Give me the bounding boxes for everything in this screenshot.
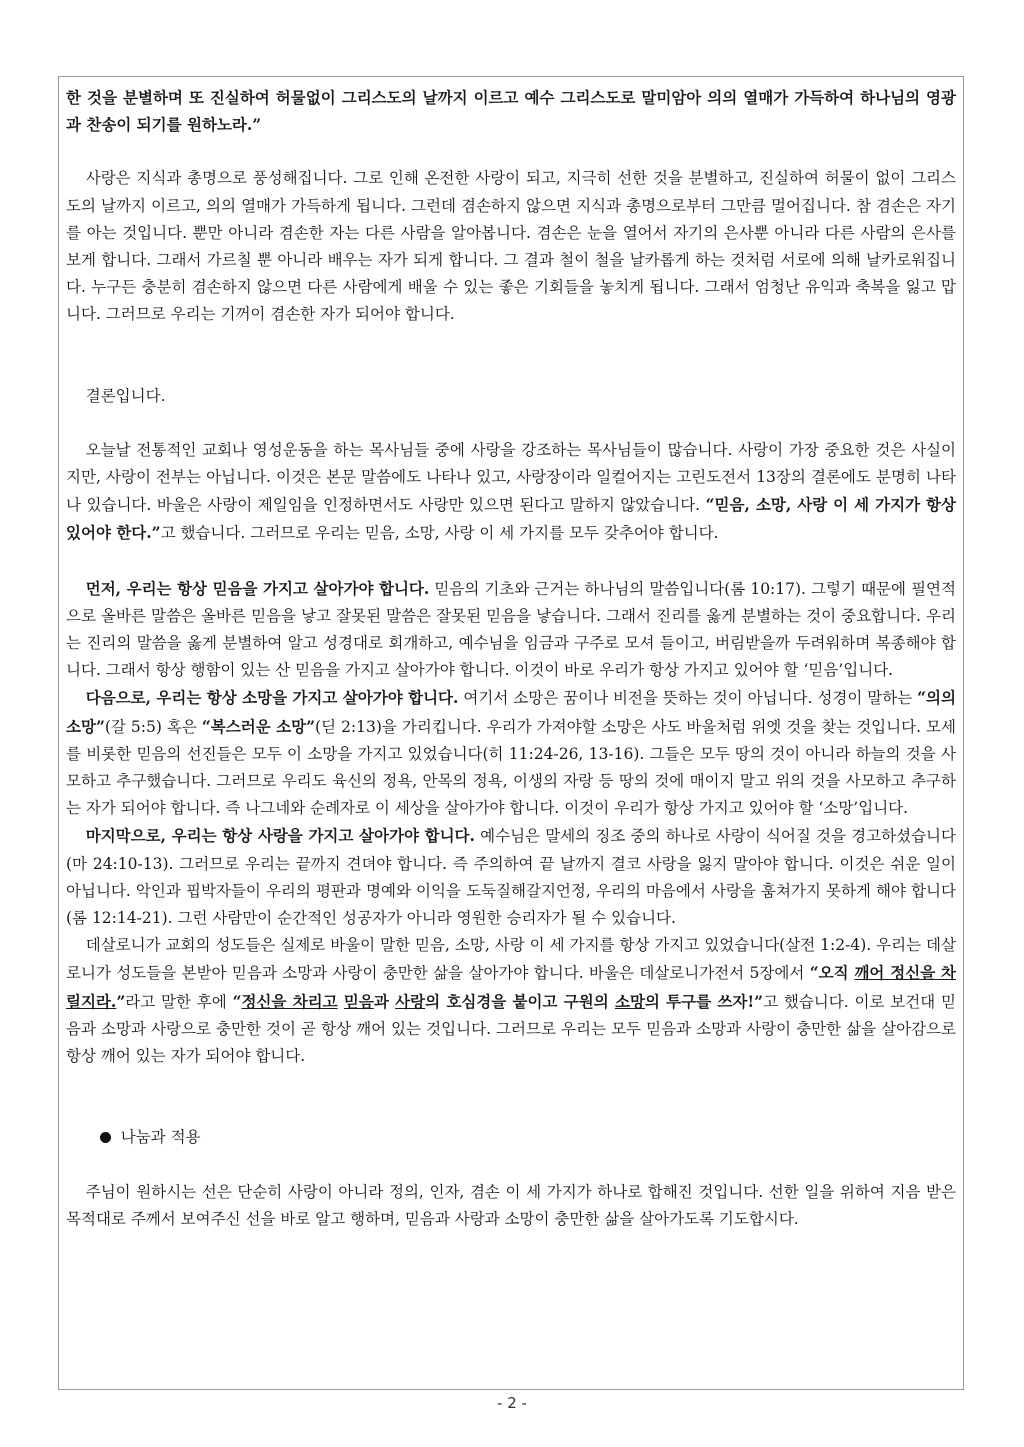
love-paragraph xyxy=(66,822,956,932)
bold-quote: “의의 소망” xyxy=(66,688,956,736)
page-number: - 2 - xyxy=(497,1394,527,1412)
text-run: 오늘날 전통적인 교회나 영성운동을 하는 목사님들 중에 사랑을 강조하는 목사님들이 많습니다. 사랑이 가장 중요한 것은 사실이지만, 사랑이 전부는 아닙니다. 이것은 본문 말씀에도 나타나 있고, 사랑장이라 일컬어지는 고린도전서 13장의 결론에도 분명히 나타나 있습니다. 바울은 사랑이 제일임을 인정하면서도 사랑만 있으면 된다고 말하지 않았습니다. xyxy=(66,440,956,515)
text-run: 라고 말한 후에 xyxy=(125,992,233,1011)
bold-text: “ xyxy=(232,991,242,1011)
spacer xyxy=(66,1152,956,1179)
faith-lead-sentence: 먼저, 우리는 항상 믿음을 가지고 살아가야 합니다. xyxy=(85,578,430,598)
bold-quote: “복스러운 소망” xyxy=(201,716,316,736)
bold-text: ” xyxy=(116,991,126,1011)
hope-paragraph xyxy=(66,684,956,822)
intro-quote-text: 한 것을 분별하며 또 진실하여 허물없이 그리스도의 날까지 이르고 예수 그리스도로 말미암아 의의 열매가 가득하여 하나님의 영광과 찬송이 되기를 원하노라.” xyxy=(66,88,956,135)
underlined-bold-text: 소망 xyxy=(614,991,645,1011)
spacer xyxy=(66,410,956,437)
underlined-bold-text: 깨어 정신을 차릴지라. xyxy=(66,963,956,1011)
bold-text: 의 투구를 쓰자!” xyxy=(644,991,764,1011)
spacer xyxy=(66,138,956,165)
thessalonians-paragraph xyxy=(66,932,956,1070)
faith-paragraph xyxy=(66,575,956,685)
text-run: 믿음의 기초와 근거는 하나님의 말씀입니다(롬 10:17). 그렇기 때문에 필연적으로 올바른 말씀은 올바른 믿음을 낳고 잘못된 말씀은 잘못된 믿음을 낳습니다. 그래서 진리를 옳게 분별하는 것이 중요합니다. 우리는 진리의 말씀을 옳게 분별하여 알고 성경대로 회개하고, 예수님을 임금과 구주로 모셔 들이고, 버림받을까 두려워하며 복종해야 합니다. 그래서 항상 행함이 있는 산 믿음을 가지고 살아가야 합니다. 이것이 바로 우리가 항상 가지고 있어야 할 ‘믿음’입니다. xyxy=(66,579,956,680)
spacer xyxy=(66,1070,956,1124)
bold-text: “오직 xyxy=(809,963,855,983)
conclusion-paragraph xyxy=(66,437,956,548)
underlined-bold-text: 사랑 xyxy=(395,991,426,1011)
conclusion-heading: 결론입니다. xyxy=(85,386,166,405)
spacer xyxy=(66,548,956,575)
sharing-heading xyxy=(66,1124,956,1151)
bold-text: 의 호심경을 붙이고 구원의 xyxy=(425,991,615,1011)
bullet-icon xyxy=(100,1132,111,1143)
hope-lead-sentence: 다음으로, 우리는 항상 소망을 가지고 살아가야 합니다. xyxy=(85,688,459,708)
intro-scripture-quote xyxy=(66,84,956,138)
text-run: 여기서 소망은 꿈이나 비전을 뜻하는 것이 아닙니다. 성경이 말하는 xyxy=(458,689,918,708)
sharing-heading-label: 나눔과 적용 xyxy=(120,1128,201,1147)
underlined-bold-text: 믿음 xyxy=(343,991,374,1011)
underlined-bold-text: 정신을 차리고 xyxy=(241,991,338,1011)
text-run: 데살로니가 교회의 성도들은 실제로 바울이 말한 믿음, 소망, 사랑 이 세 가지를 항상 가지고 있었습니다(살전 1:2-4). 우리는 데살로니가 성도들을 본받아 믿음과 소망과 사랑이 충만한 삶을 살아가야 합니다. 바울은 데살로니가전서 5장에서 xyxy=(66,936,956,983)
humility-paragraph: 사랑은 지식과 총명으로 풍성해집니다. 그로 인해 온전한 사랑이 되고, 지극히 선한 것을 분별하고, 진실하여 허물이 없이 그리스도의 날까지 이르고, 의의 열매가 가득하게 됩니다. 그런데 겸손하지 않으면 지식과 총명으로부터 그만큼 멀어집니다. 참 겸손은 자기를 아는 것입니다. 뿐만 아니라 겸손한 자는 다른 사람을 알아봅니다. 겸손은 눈을 열어서 자기의 은사뿐 아니라 다른 사람의 은사를 보게 합니다. 그래서 가르칠 뿐 아니라 배우는 자가 되게 합니다. 그 결과 철이 철을 날카롭게 하는 것처럼 서로에 의해 날카로워집니다. 누구든 충분히 겸손하지 않으면 다른 사람에게 배울 수 있는 좋은 기회들을 놓치게 됩니다. 그래서 엄청난 유익과 축복을 잃고 맙니다. 그러므로 우리는 기꺼이 겸손한 자가 되어야 합니다. xyxy=(66,169,956,324)
text-run: 고 했습니다. 그러므로 우리는 믿음, 소망, 사랑 이 세 가지를 모두 갖추어야 합니다. xyxy=(160,524,719,543)
spacer xyxy=(66,329,956,383)
text-run: 고 했습니다. 이로 보건대 믿음과 소망과 사랑으로 충만한 것이 곧 항상 깨어 있는 것입니다. 그러므로 우리는 모두 믿음과 소망과 사랑이 충만한 삶을 살아감으로 항상 깨어 있는 자가 되어야 합니다. xyxy=(66,992,956,1066)
document-body xyxy=(66,84,956,1233)
sharing-paragraph: 주님이 원하시는 선은 단순히 사랑이 아니라 정의, 인자, 겸손 이 세 가지가 하나로 합해진 것입니다. 선한 일을 위하여 지음 받은 목적대로 주께서 보여주신 선을 바로 알고 행하며, 믿음과 사랑과 소망이 충만한 삶을 살아가도록 기도합시다. xyxy=(66,1182,956,1228)
text-run: (갈 5:5) 혹은 xyxy=(104,717,202,736)
text-run: 예수님은 말세의 징조 중의 하나로 사랑이 식어질 것을 경고하셨습니다(마 24:10-13). 그러므로 우리는 끝까지 견뎌야 합니다. 즉 주의하여 끝 날까지 결코 사랑을 잃지 말아야 합니다. 이것은 쉬운 일이 아닙니다. 악인과 핍박자들이 우리의 평판과 명예와 이익을 도둑질해갈지언정, 우리의 마음에서 사랑을 훔쳐가지 못하게 해야 합니다(롬 12:14-21). 그런 사람만이 순간적인 성공자가 아니라 영원한 승리자가 될 수 있습니다. xyxy=(66,827,956,928)
bold-text: 과 xyxy=(373,991,396,1011)
love-lead-sentence: 마지막으로, 우리는 항상 사랑을 가지고 살아가야 합니다. xyxy=(85,826,475,846)
bold-quote: “믿음, 소망, 사랑 이 세 가지가 항상 있어야 한다.” xyxy=(66,495,956,543)
text-run: (딛 2:13)을 가리킵니다. 우리가 가져야할 소망은 사도 바울처럼 위엣 것을 찾는 것입니다. 모세를 비롯한 믿음의 선진들은 모두 이 소망을 가지고 있었습니다(히 11:24-26, 13-16). 그들은 모두 땅의 것이 아니라 하늘의 것을 사모하고 추구했습니다. 그러므로 우리도 육신의 정욕, 안목의 정욕, 이생의 자랑 등 땅의 것에 매이지 말고 위의 것을 사모하고 추구하는 자가 되어야 합니다. 즉 나그네와 순례자로 이 세상을 살아가야 합니다. 이것이 우리가 항상 가지고 있어야 할 ‘소망’입니다. xyxy=(66,717,956,818)
